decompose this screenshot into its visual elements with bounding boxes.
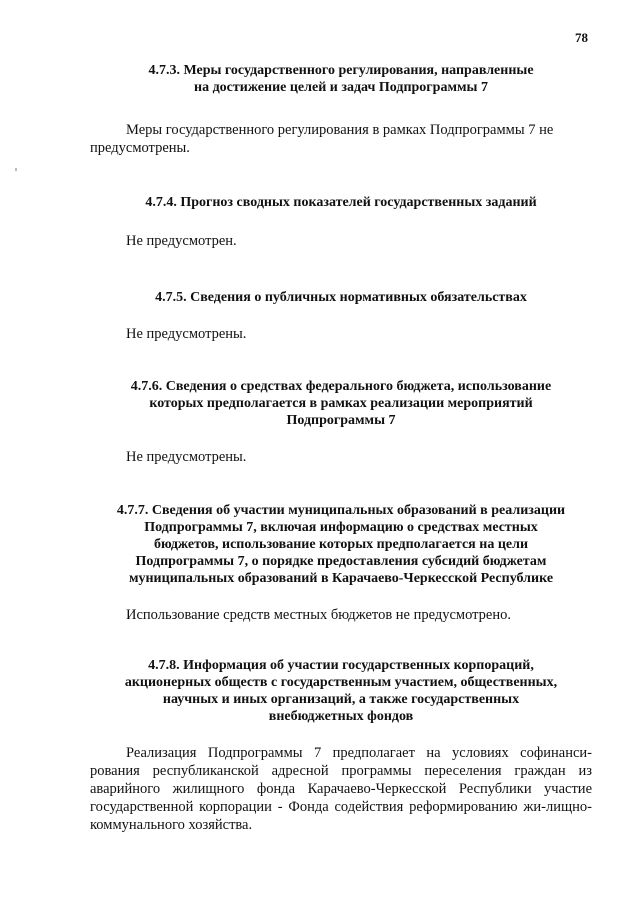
document-body: [90, 56, 592, 834]
section-4-7-6: [90, 378, 592, 466]
section-heading: [90, 378, 592, 429]
section-heading: [90, 194, 592, 211]
heading-line: 4.7.6. Сведения о средствах федерального бюджета, использование: [130, 379, 552, 394]
heading-line: муниципальных образований в Карачаево-Черкесской Республике: [128, 571, 554, 586]
section-4-7-3: [90, 62, 592, 157]
section-body: Реализация Подпрограммы 7 предполагает на условиях софинанси-рования республиканской адресной программы переселения граждан из аварийного жилищного фонда Карачаево-Черкесской Республики участие государственной корпорации - Фонда содействия реформированию жи-лищно-коммунального хозяйства.: [90, 745, 592, 833]
section-body: Не предусмотрены.: [126, 449, 247, 465]
heading-line: внебюджетных фондов: [268, 709, 414, 724]
heading-line: на достижение целей и задач Подпрограммы 7: [194, 80, 488, 95]
heading-line: научных и иных организаций, а также государственных: [162, 692, 520, 707]
heading-line: бюджетов, использование которых предполагается на цели: [153, 537, 529, 552]
heading-line: 4.7.5. Сведения о публичных нормативных обязательствах: [155, 290, 527, 305]
section-4-7-8: [90, 657, 592, 834]
heading-line: 4.7.3. Меры государственного регулирования, направленные: [148, 63, 534, 78]
section-body: Меры государственного регулирования в рамках Подпрограммы 7 не предусмотрены.: [90, 122, 554, 156]
section-heading: [90, 502, 592, 587]
heading-line: 4.7.7. Сведения об участии муниципальных образований в реализации: [116, 503, 566, 518]
section-4-7-4: [90, 194, 592, 250]
section-body: Не предусмотрены.: [126, 326, 247, 342]
section-heading: [90, 62, 592, 96]
heading-line: которых предполагается в рамках реализации мероприятий: [149, 396, 533, 411]
section-heading: [90, 657, 592, 725]
section-body: Использование средств местных бюджетов не предусмотрено.: [126, 607, 512, 623]
heading-line: Подпрограммы 7: [286, 413, 396, 428]
section-body: Не предусмотрен.: [126, 233, 237, 249]
heading-line: 4.7.4. Прогноз сводных показателей государственных заданий: [145, 195, 537, 210]
section-heading: [90, 289, 592, 306]
scan-speck: [15, 168, 17, 171]
heading-line: Подпрограммы 7, включая информацию о средствах местных: [144, 520, 538, 535]
page-number: 78: [575, 30, 588, 45]
section-4-7-5: [90, 289, 592, 343]
heading-line: 4.7.8. Информация об участии государственных корпораций,: [148, 658, 534, 673]
section-4-7-7: [90, 502, 592, 624]
heading-line: Подпрограммы 7, о порядке предоставления субсидий бюджетам: [135, 554, 547, 569]
heading-line: акционерных обществ с государственным участием, общественных,: [124, 675, 558, 690]
